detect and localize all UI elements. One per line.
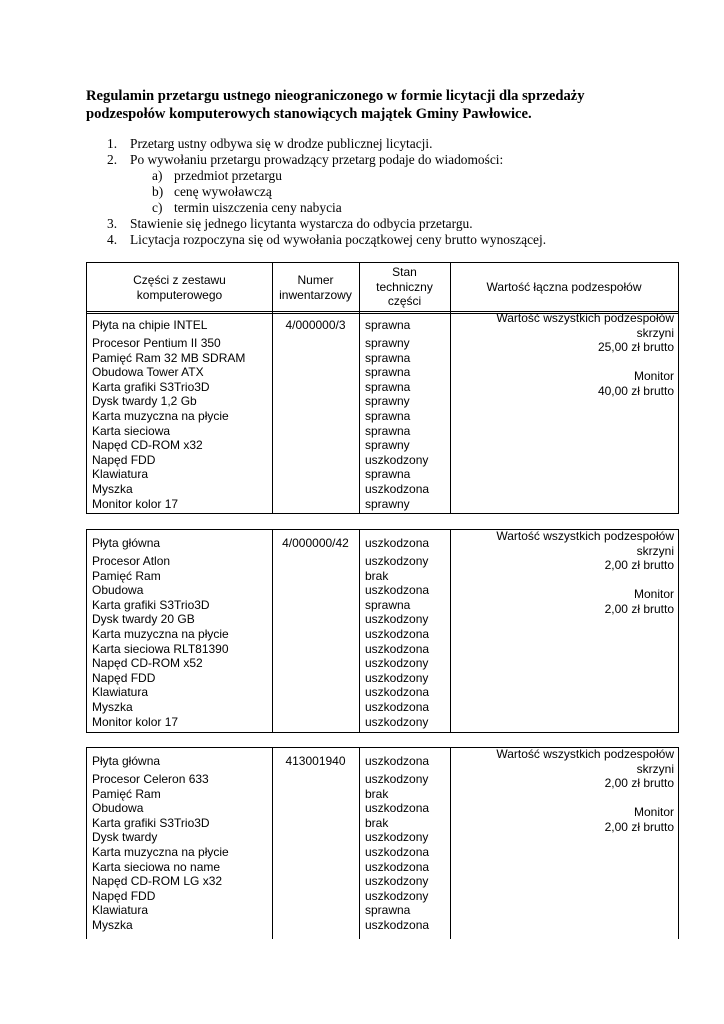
part-state: sprawny: [365, 336, 410, 350]
column-divider: [359, 530, 360, 732]
value-line: 2,00 zł brutto: [604, 820, 674, 834]
part-state: sprawna: [365, 365, 411, 380]
part-name: Procesor Celeron 633: [92, 772, 209, 786]
inventory-number: 4/000000/3: [285, 318, 346, 332]
part-state: sprawna: [365, 597, 411, 612]
part-state: uszkodzona: [365, 482, 430, 496]
value-line: Monitor: [633, 805, 674, 820]
set-table-1: [86, 311, 679, 514]
part-name: Karta sieciowa: [92, 423, 171, 438]
header-inventory: [272, 273, 359, 302]
header-value: [450, 280, 678, 295]
header-state-line: Stan: [392, 265, 417, 279]
part-state: sprawny: [365, 438, 410, 453]
part-name: Napęd FDD: [92, 670, 156, 685]
set-table-2: [86, 529, 679, 733]
set-table-3: [86, 747, 679, 939]
part-name: Karta grafiki S3Trio3D: [92, 597, 210, 612]
part-name: Karta muzyczna na płycie: [92, 627, 229, 641]
part-name: Monitor kolor 17: [92, 714, 179, 729]
part-name: Płyta główna: [92, 754, 161, 768]
rule-number: 1.: [107, 136, 118, 151]
part-state: uszkodzony: [365, 772, 429, 786]
part-name: Obudowa: [92, 583, 144, 598]
part-state: brak: [365, 568, 389, 583]
part-state: sprawna: [365, 379, 411, 394]
part-name: Karta muzyczna na płycie: [92, 845, 229, 859]
rule-number: 4.: [107, 232, 118, 247]
part-state: sprawna: [365, 318, 411, 332]
value-line: 2,00 zł brutto: [604, 602, 674, 616]
part-state: sprawna: [365, 350, 411, 365]
rule-number: 3.: [107, 216, 118, 231]
header-parts-line: komputerowego: [136, 287, 223, 302]
value-line: Wartość wszystkich podzespołów: [496, 311, 674, 325]
part-name: Napęd CD-ROM LG x32: [92, 874, 223, 889]
part-state: uszkodzony: [365, 656, 429, 671]
part-state: uszkodzona: [365, 918, 430, 932]
value-line: skrzyni: [636, 543, 674, 558]
value-line: Wartość wszystkich podzespołów: [496, 529, 674, 543]
column-divider: [272, 530, 273, 732]
part-name: Klawiatura: [92, 467, 149, 482]
inventory-number: 4/000000/42: [282, 536, 349, 550]
title-line-2: podzespołów komputerowych stanowiących majątek Gminy Pawłowice.: [86, 106, 532, 122]
part-name: Pamięć Ram: [92, 568, 161, 583]
value-line: Wartość wszystkich podzespołów: [496, 747, 674, 761]
part-state: uszkodzony: [365, 888, 429, 903]
part-name: Obudowa Tower ATX: [92, 365, 204, 380]
part-name: Płyta na chipie INTEL: [92, 318, 208, 332]
value-line: Monitor: [633, 587, 674, 602]
column-divider: [272, 748, 273, 939]
rule-text: Licytacja rozpoczyna się od wywołania początkowej ceny brutto wynoszącej.: [130, 232, 547, 247]
part-state: uszkodzona: [365, 685, 430, 700]
rule-number: 2.: [107, 152, 118, 167]
header-value-line: Wartość łączna podzespołów: [486, 280, 642, 294]
header-state-line: części: [387, 294, 422, 309]
part-state: uszkodzony: [365, 554, 429, 568]
header-inventory-line: Numer: [297, 273, 334, 287]
rule-text: Stawienie się jednego licytanta wystarcza do odbycia przetargu.: [130, 216, 473, 231]
value-line: Monitor: [633, 369, 674, 384]
part-name: Karta sieciowa no name: [92, 859, 221, 874]
part-state: uszkodzony: [365, 874, 429, 889]
column-divider: [272, 312, 273, 513]
table-header: [86, 262, 679, 314]
value-line: skrzyni: [636, 325, 674, 340]
part-state: uszkodzona: [365, 801, 430, 816]
part-state: uszkodzony: [365, 670, 429, 685]
part-state: sprawny: [365, 496, 410, 511]
part-name: Karta grafiki S3Trio3D: [92, 379, 210, 394]
column-divider: [450, 312, 451, 513]
part-state: sprawna: [365, 423, 411, 438]
part-name: Napęd FDD: [92, 888, 156, 903]
part-name: Myszka: [92, 700, 133, 714]
header-parts: [87, 273, 272, 302]
header-parts-line: Części z zestawu: [133, 273, 226, 287]
part-state: sprawna: [365, 409, 411, 423]
value-line: 25,00 zł brutto: [597, 340, 674, 355]
part-name: Obudowa: [92, 801, 144, 816]
column-divider: [450, 748, 451, 939]
column-divider: [359, 312, 360, 513]
part-name: Pamięć Ram: [92, 786, 161, 801]
part-name: Karta muzyczna na płycie: [92, 409, 229, 423]
part-state: uszkodzona: [365, 583, 430, 598]
part-name: Myszka: [92, 482, 133, 496]
part-state: uszkodzona: [365, 641, 430, 656]
part-state: uszkodzona: [365, 859, 430, 874]
rule-subnumber: b): [152, 184, 164, 199]
part-state: uszkodzona: [365, 700, 430, 714]
rule-subnumber: a): [152, 168, 163, 183]
part-name: Dysk twardy 1,2 Gb: [92, 394, 197, 409]
part-state: sprawny: [365, 394, 410, 409]
header-inventory-line: inwentarzowy: [279, 287, 352, 302]
part-name: Napęd CD-ROM x32: [92, 438, 203, 453]
header-state: [359, 265, 450, 309]
value-line: 40,00 zł brutto: [597, 384, 674, 398]
part-name: Monitor kolor 17: [92, 496, 179, 511]
part-name: Klawiatura: [92, 903, 149, 918]
column-divider: [359, 748, 360, 939]
rule-subnumber: c): [152, 200, 163, 215]
document-title: [86, 87, 646, 123]
rule-text: Przetarg ustny odbywa się w drodze publicznej licytacji.: [130, 136, 433, 151]
part-name: Myszka: [92, 918, 133, 932]
rule-subtext: przedmiot przetargu: [174, 168, 282, 183]
part-state: uszkodzona: [365, 536, 430, 550]
part-name: Dysk twardy 20 GB: [92, 612, 195, 627]
inventory-number: 413001940: [285, 754, 346, 768]
part-name: Karta sieciowa RLT81390: [92, 641, 229, 656]
part-name: Dysk twardy: [92, 830, 158, 845]
value-line: skrzyni: [636, 761, 674, 776]
part-state: brak: [365, 786, 389, 801]
title-line-1: Regulamin przetargu ustnego nieograniczonego w formie licytacji dla sprzedaży: [86, 88, 585, 104]
part-name: Napęd CD-ROM x52: [92, 656, 203, 671]
column-divider: [450, 530, 451, 732]
rule-subtext: cenę wywoławczą: [174, 184, 272, 199]
part-name: Karta grafiki S3Trio3D: [92, 815, 210, 830]
part-state: uszkodzony: [365, 714, 429, 729]
part-name: Procesor Pentium II 350: [92, 336, 221, 350]
part-state: uszkodzony: [365, 452, 429, 467]
header-state-line: techniczny: [376, 279, 433, 294]
part-state: uszkodzony: [365, 612, 429, 627]
value-line: 2,00 zł brutto: [604, 776, 674, 791]
part-name: Napęd FDD: [92, 452, 156, 467]
part-state: uszkodzony: [365, 830, 429, 845]
part-state: uszkodzona: [365, 845, 430, 859]
part-state: brak: [365, 815, 389, 830]
part-state: sprawna: [365, 467, 411, 482]
part-name: Płyta główna: [92, 536, 161, 550]
part-state: uszkodzona: [365, 754, 430, 768]
rule-subtext: termin uiszczenia ceny nabycia: [174, 200, 342, 215]
part-state: sprawna: [365, 903, 411, 918]
part-name: Klawiatura: [92, 685, 149, 700]
part-state: uszkodzona: [365, 627, 430, 641]
value-line: 2,00 zł brutto: [604, 558, 674, 573]
part-name: Pamięć Ram 32 MB SDRAM: [92, 350, 246, 365]
part-name: Procesor Atlon: [92, 554, 171, 568]
rule-text: Po wywołaniu przetargu prowadzący przetarg podaje do wiadomości:: [130, 152, 504, 167]
